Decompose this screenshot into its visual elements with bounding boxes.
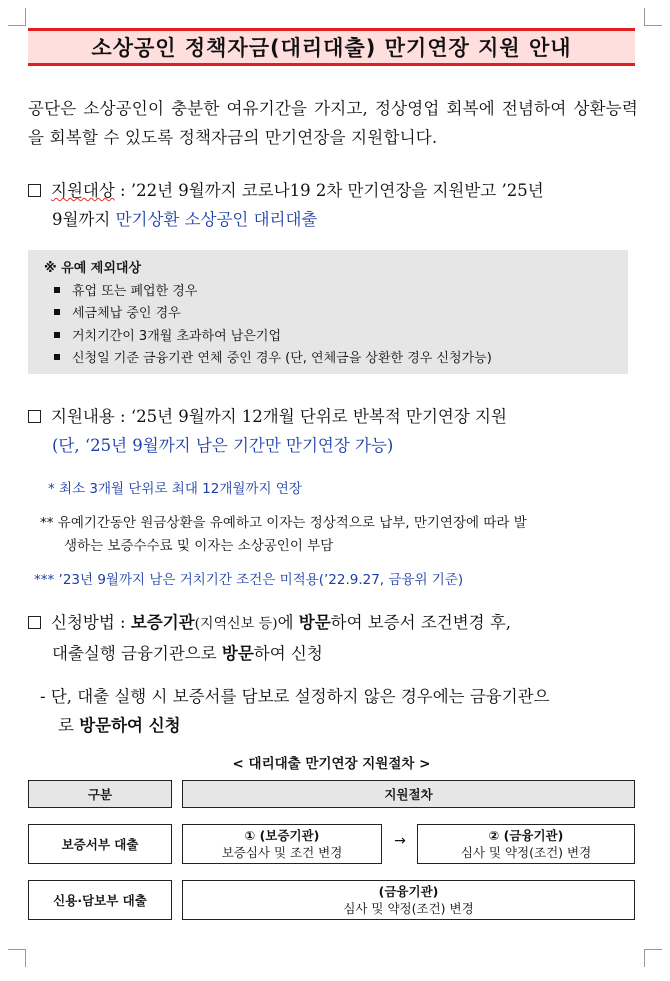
- method-subnote: - 단, 대출 실행 시 보증서를 담보로 설정하지 않은 경우에는 금융기관으 로 방문하여 신청: [40, 687, 550, 735]
- content-label: 지원내용: [51, 407, 115, 426]
- exclusion-heading: ※ 유예 제외대상: [44, 261, 142, 276]
- exclusion-item: 거치기간이 3개월 초과하여 남은기업: [44, 326, 612, 349]
- procedure-title: < 대리대출 만기연장 지원절차 >: [232, 756, 431, 772]
- exclusion-item: 세금체납 중인 경우: [44, 303, 612, 326]
- note-1: * 최소 3개월 단위로 최대 12개월까지 연장: [48, 481, 302, 497]
- section-method: 신청방법 : 보증기관(지역신보 등)에 방문하여 보증서 조건변경 후, 대출실행 금융기관으로 방문하여 신청: [28, 608, 638, 668]
- section-target: 지원대상 : ’22년 9월까지 코로나19 2차 만기연장을 지원받고 ’25년 9월까지 만기상환 소상공인 대리대출: [28, 176, 638, 234]
- square-bullet-icon: [54, 287, 60, 293]
- content-line2: (단, ‘25년 9월까지 남은 기간만 만기연장 가능): [52, 436, 394, 455]
- procedure-header-type: 구분: [28, 780, 172, 808]
- step-guarantor-review: ① (보증기관) 보증심사 및 조건 변경: [182, 824, 382, 864]
- square-bullet-icon: [54, 332, 60, 338]
- procedure-header-steps: 지원절차: [182, 780, 635, 808]
- step-bank-agreement: ② (금융기관) 심사 및 약정(조건) 변경: [417, 824, 635, 864]
- crop-mark-bottom-right: [644, 949, 662, 967]
- checkbox-bullet-icon: [28, 616, 41, 629]
- exclusion-item: 신청일 기준 금융기관 연체 중인 경우 (단, 연체금을 상환한 경우 신청가능): [44, 348, 612, 371]
- row-credit-loan-label: 신용·담보부 대출: [28, 880, 172, 920]
- target-label: 지원대상: [51, 181, 115, 200]
- note-2: ** 유예기간동안 원금상환을 유예하고 이자는 정상적으로 납부, 만기연장에 따라 발 생하는 보증수수료 및 이자는 소상공인이 부담: [40, 515, 527, 554]
- note-3: *** ’23년 9월까지 남은 거치기간 조건은 미적용(’22.9.27, 금융위 기준): [34, 572, 464, 588]
- method-label: 신청방법: [51, 613, 115, 632]
- intro-paragraph: 공단은 소상공인이 충분한 여유기간을 가지고, 정상영업 회복에 전념하여 상환능력을 회복할 수 있도록 정책자금의 만기연장을 지원합니다.: [28, 99, 638, 147]
- exclusion-item: 휴업 또는 폐업한 경우: [44, 281, 612, 304]
- arrow-right-icon: →: [394, 833, 406, 849]
- step-bank-review: (금융기관) 심사 및 약정(조건) 변경: [182, 880, 635, 920]
- title-banner: [28, 28, 635, 66]
- section-content: 지원내용 : ‘25년 9월까지 12개월 단위로 반복적 만기연장 지원 (단, ‘25년 9월까지 남은 기간만 만기연장 가능): [28, 402, 638, 460]
- exclusion-box: [28, 250, 628, 374]
- page-title: 소상공인 정책자금(대리대출) 만기연장 지원 안내: [91, 36, 572, 60]
- square-bullet-icon: [54, 309, 60, 315]
- crop-mark-top-right: [644, 8, 662, 26]
- target-highlight: 만기상환 소상공인 대리대출: [115, 210, 318, 229]
- checkbox-bullet-icon: [28, 184, 41, 197]
- content-line1: ‘25년 9월까지 12개월 단위로 반복적 만기연장 지원: [130, 407, 507, 426]
- crop-mark-bottom-left: [8, 949, 26, 967]
- square-bullet-icon: [54, 354, 60, 360]
- crop-mark-top-left: [8, 8, 26, 26]
- checkbox-bullet-icon: [28, 410, 41, 423]
- target-line1: ’22년 9월까지 코로나19 2차 만기연장을 지원받고 ’25년: [130, 181, 544, 200]
- row-guarantee-loan-label: 보증서부 대출: [28, 824, 172, 864]
